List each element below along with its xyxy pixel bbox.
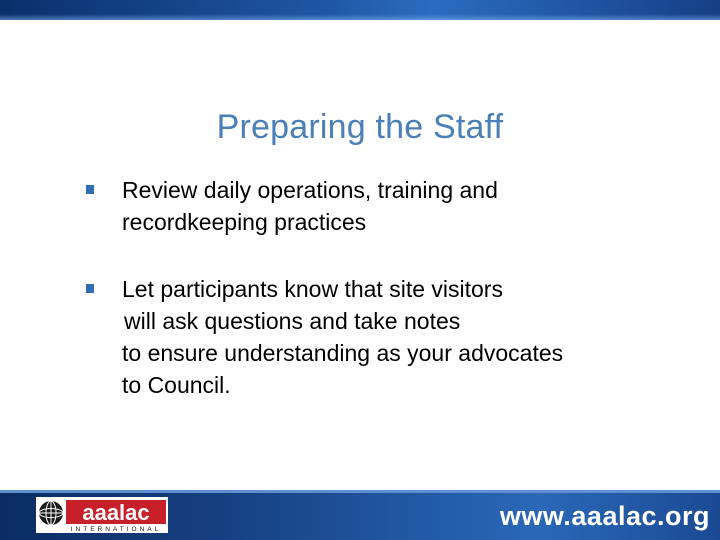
bullet-line: will ask questions and take notes bbox=[124, 308, 461, 334]
top-banner bbox=[0, 0, 720, 20]
aaalac-logo bbox=[36, 497, 168, 533]
bullet-line: to ensure understanding as your advocates bbox=[122, 340, 564, 366]
logo-subtext: INTERNATIONAL bbox=[70, 526, 162, 533]
bullet-line: Let participants know that site visitors bbox=[122, 276, 503, 302]
top-banner-highlight bbox=[0, 14, 720, 20]
website-url: www.aaalac.org bbox=[499, 501, 710, 531]
footer-banner-edge bbox=[0, 490, 720, 493]
bullet-line: Review daily operations, training and bbox=[122, 177, 498, 203]
bullet-item bbox=[86, 273, 686, 401]
logo-wordmark: aaalac bbox=[82, 500, 150, 525]
slide-title: Preparing the Staff bbox=[216, 108, 504, 146]
square-bullet-icon bbox=[86, 284, 94, 293]
globe-icon bbox=[39, 501, 63, 525]
bullet-line: recordkeeping practices bbox=[122, 209, 367, 235]
bullet-item bbox=[86, 174, 686, 238]
square-bullet-icon bbox=[86, 185, 94, 194]
bullet-line: to Council. bbox=[122, 372, 231, 398]
